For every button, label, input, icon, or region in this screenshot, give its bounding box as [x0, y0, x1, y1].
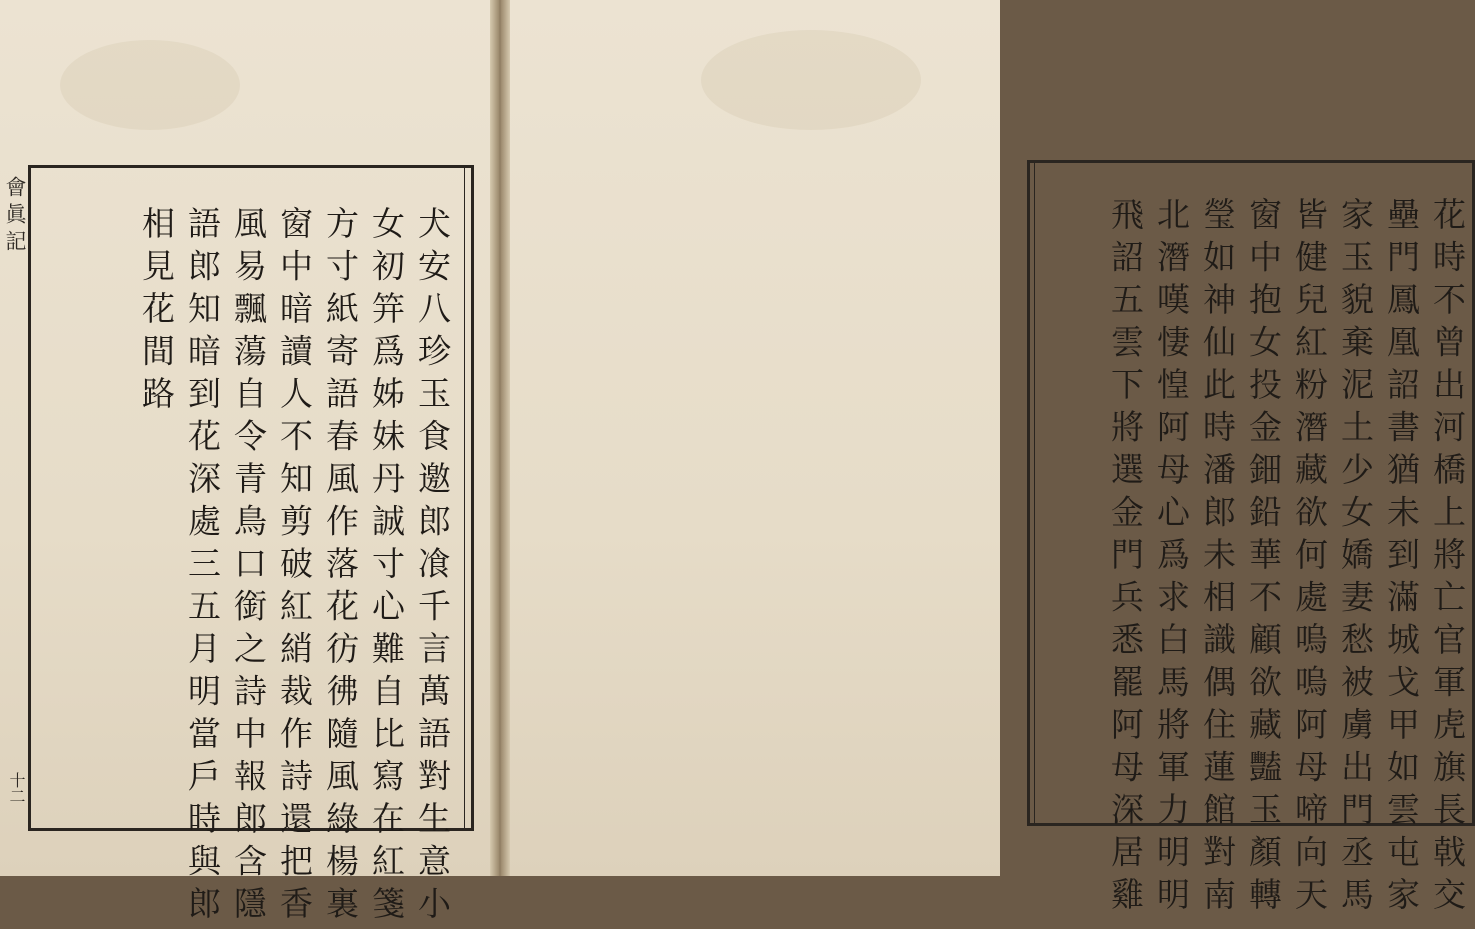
left-text-columns: [31, 168, 459, 929]
text-column: 女初笄爲姊妹丹誠寸心難自比寫在紅箋: [367, 206, 406, 929]
frame-inner-rule: [464, 168, 465, 828]
text-column: 花時不曾出河橋上將亡官軍虎旗長戟交: [1428, 197, 1467, 920]
right-page: [500, 0, 1467, 920]
text-column: 相見花間路: [137, 206, 176, 419]
text-column: 窗中暗讀人不知剪破紅綃裁作詩還把香: [275, 206, 314, 929]
paper-stain: [60, 40, 240, 130]
page-number: 十二: [7, 772, 26, 804]
right-text-columns: [1040, 163, 1472, 920]
text-column: 風易飄蕩自令青鳥口銜之詩中報郎含隱: [229, 206, 268, 929]
text-column: 犬安八珍玉食邀郎飡千言萬語對生意小: [413, 206, 452, 929]
text-column: 窗中抱女投金鈿鉛華不顧欲藏豔玉顏轉: [1244, 197, 1283, 920]
text-frame-left: [28, 165, 474, 929]
text-column: 瑩如神仙此時潘郎未相識偶住蓮館對南: [1198, 197, 1237, 920]
left-page: [0, 0, 496, 929]
book-gutter: [490, 0, 510, 876]
text-column: 方寸紙寄語春風作落花彷彿隨風綠楊裏: [321, 206, 360, 929]
text-column: 北潛嘆悽惶阿母心爲求白馬將軍力明明: [1152, 197, 1191, 920]
text-frame-right: [1027, 160, 1475, 920]
margin-title: 會眞記: [3, 176, 27, 257]
text-column: 壘門鳳凰詔書猶未到滿城戈甲如雲屯家: [1382, 197, 1421, 920]
frame-inner-rule: [1034, 163, 1035, 823]
text-column: 飛詔五雲下將選金門兵悉罷阿母深居雞: [1106, 197, 1145, 920]
text-column: 皆健兒紅粉潛藏欲何處嗚嗚阿母啼向天: [1290, 197, 1329, 920]
text-column: 家玉貌棄泥土少女嬌妻愁被虜出門丞馬: [1336, 197, 1375, 920]
paper-stain: [701, 30, 921, 130]
text-column: 語郎知暗到花深處三五月明當戶時與郎: [183, 206, 222, 929]
